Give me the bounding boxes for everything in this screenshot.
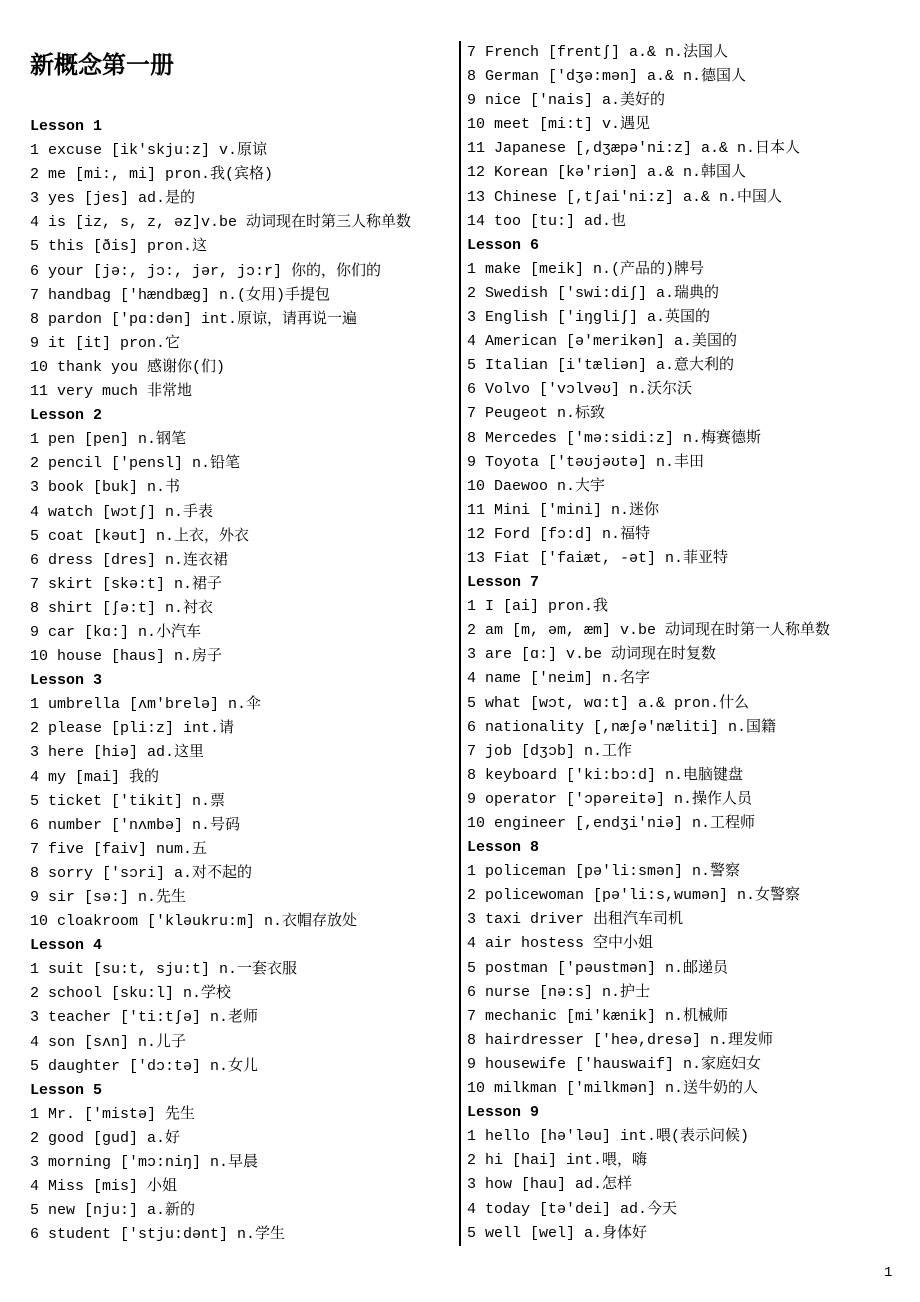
vocab-entry: 4 air hostess 空中小姐 <box>467 935 654 953</box>
lesson-header: Lesson 3 <box>30 672 103 690</box>
two-column-layout <box>0 41 920 1247</box>
vocab-entry: 10 engineer [,endʒi'niə] n.工程师 <box>467 815 756 832</box>
vocab-entry: 6 Volvo ['vɔlvəʊ] n.沃尔沃 <box>467 381 693 399</box>
vocab-entry: 2 Swedish ['swi:diʃ] a.瑞典的 <box>467 284 720 302</box>
vocab-entry: 1 policeman [pə'li:smən] n.警察 <box>467 863 741 881</box>
vocab-entry: 7 Peugeot n.标致 <box>467 405 606 423</box>
vocab-entry: 4 name ['neim] n.名字 <box>467 670 651 688</box>
lesson-header: Lesson 4 <box>30 937 103 955</box>
vocab-entry: 3 teacher ['ti:tʃə] n.老师 <box>30 1009 259 1027</box>
vocab-entry: 4 today [tə'dei] ad.今天 <box>467 1200 678 1218</box>
vocab-entry: 4 is [iz, s, z, əz]v.be 动词现在时第三人称单数 <box>30 214 412 232</box>
vocab-entry: 6 student ['stju:dənt] n.学生 <box>30 1226 286 1244</box>
right-column <box>459 41 830 1246</box>
vocab-entry: 8 pardon ['pɑ:dən] int.原谅，请再说一遍 <box>30 310 358 328</box>
vocab-entry: 6 nationality [,næʃə'næliti] n.国籍 <box>467 718 777 736</box>
vocab-entry: 9 operator ['ɔpəreitə] n.操作人员 <box>467 790 753 808</box>
vocab-entry: 4 my [mai] 我的 <box>30 768 160 786</box>
vocab-entry: 7 mechanic [mi'kænik] n.机械师 <box>467 1007 729 1025</box>
lesson-header: Lesson 9 <box>467 1104 540 1122</box>
vocab-entry: 6 your [jə:, jɔ:, jər, jɔ:r] 你的，你们的 <box>30 262 382 280</box>
vocab-entry: 11 very much 非常地 <box>30 383 193 401</box>
vocab-entry: 5 ticket ['tikit] n.票 <box>30 792 226 810</box>
vocab-entry: 3 English ['iŋgliʃ] a.英国的 <box>467 309 711 327</box>
lesson-header: Lesson 8 <box>467 839 540 857</box>
vocab-entry: 5 postman ['pəustmən] n.邮递员 <box>467 959 729 977</box>
vocab-entry: 9 Toyota ['təʊjəʊtə] n.丰田 <box>467 453 705 471</box>
vocab-entry: 1 umbrella [ʌm'brelə] n.伞 <box>30 696 262 714</box>
vocab-entry: 13 Fiat ['faiæt, -ət] n.菲亚特 <box>467 549 729 567</box>
lesson-header: Lesson 6 <box>467 236 540 254</box>
vocab-entry: 8 sorry ['sɔri] a.对不起的 <box>30 864 253 882</box>
vocab-entry: 9 it [it] pron.它 <box>30 334 181 352</box>
vocab-entry: 10 thank you 感谢你(们) <box>30 358 226 376</box>
vocab-entry: 4 American [ə'merikən] a.美国的 <box>467 333 738 351</box>
vocab-entry: 5 this [ðis] pron.这 <box>30 238 208 256</box>
lesson-header: Lesson 5 <box>30 1081 103 1099</box>
vocab-entry: 3 taxi driver 出租汽车司机 <box>467 911 684 929</box>
vocab-entry: 11 Mini ['mini] n.迷你 <box>467 501 660 519</box>
vocab-entry: 5 new [nju:] a.新的 <box>30 1202 196 1220</box>
vocab-entry: 8 hairdresser ['heə,dresə] n.理发师 <box>467 1031 774 1049</box>
vocab-entry: 5 Italian [i'tæliən] a.意大利的 <box>467 357 735 375</box>
vocab-entry: 6 dress [dres] n.连衣裙 <box>30 551 229 569</box>
vocab-entry: 7 skirt [skə:t] n.裙子 <box>30 575 223 593</box>
vocab-entry: 1 suit [su:t, sju:t] n.一套衣服 <box>30 961 298 979</box>
vocab-entry: 2 me [mi:, mi] pron.我(宾格) <box>30 166 274 184</box>
document-title: 新概念第一册 <box>30 53 174 79</box>
vocab-entry: 14 too [tu:] ad.也 <box>467 212 627 230</box>
vocab-entry: 8 shirt [ʃə:t] n.衬衣 <box>30 599 214 617</box>
left-column <box>0 41 459 1247</box>
vocab-entry: 3 how [hau] ad.怎样 <box>467 1176 633 1194</box>
vocab-entry: 5 coat [kəut] n.上衣，外衣 <box>30 527 250 545</box>
vocab-entry: 1 Mr. ['mistə] 先生 <box>30 1105 196 1123</box>
vocab-entry: 10 cloakroom ['kləukru:m] n.衣帽存放处 <box>30 913 358 931</box>
vocab-entry: 4 watch [wɔtʃ] n.手表 <box>30 503 214 521</box>
vocab-entry: 10 meet [mi:t] v.遇见 <box>467 116 651 134</box>
vocab-entry: 8 German ['dʒə:mən] a.& n.德国人 <box>467 68 747 86</box>
vocab-entry: 5 what [wɔt, wɑ:t] a.& pron.什么 <box>467 694 750 712</box>
lesson-header: Lesson 2 <box>30 407 103 425</box>
vocab-entry: 10 Daewoo n.大宇 <box>467 477 606 495</box>
vocab-entry: 1 pen [pen] n.钢笔 <box>30 431 187 449</box>
vocab-entry: 2 am [m, əm, æm] v.be 动词现在时第一人称单数 <box>467 622 831 640</box>
vocab-entry: 1 excuse [ik'skju:z] v.原谅 <box>30 142 268 160</box>
vocab-entry: 3 here [hiə] ad.这里 <box>30 744 205 762</box>
vocab-entry: 9 sir [sə:] n.先生 <box>30 889 187 906</box>
vocab-entry: 13 Chinese [,tʃai'ni:z] a.& n.中国人 <box>467 188 783 206</box>
lesson-header: Lesson 7 <box>467 574 540 592</box>
vocab-entry: 1 I [ai] pron.我 <box>467 598 609 616</box>
vocab-entry: 4 son [sʌn] n.儿子 <box>30 1033 187 1051</box>
vocab-entry: 10 house [haus] n.房子 <box>30 648 223 666</box>
vocab-entry: 5 daughter ['dɔ:tə] n.女儿 <box>30 1057 259 1075</box>
vocab-entry: 2 please [pli:z] int.请 <box>30 720 235 738</box>
vocab-entry: 2 pencil ['pensl] n.铅笔 <box>30 455 241 473</box>
vocab-entry: 12 Ford [fɔ:d] n.福特 <box>467 525 651 543</box>
vocab-entry: 6 number ['nʌmbə] n.号码 <box>30 816 241 834</box>
vocab-entry: 7 French [frentʃ] a.& n.法国人 <box>467 44 729 61</box>
vocab-entry: 7 job [dʒɔb] n.工作 <box>467 742 633 760</box>
vocab-entry: 1 hello [hə'ləu] int.喂(表示问候) <box>467 1128 750 1146</box>
vocab-entry: 9 housewife ['hauswaif] n.家庭妇女 <box>467 1055 762 1073</box>
vocab-entry: 5 well [wel] a.身体好 <box>467 1224 648 1242</box>
vocab-entry: 4 Miss [mis] 小姐 <box>30 1178 178 1196</box>
vocab-entry: 7 five [faiv] num.五 <box>30 840 208 858</box>
vocab-entry: 7 handbag ['hændbæg] n.(女用)手提包 <box>30 286 331 304</box>
vocab-entry: 3 are [ɑ:] v.be 动词现在时复数 <box>467 646 717 664</box>
vocab-entry: 3 book [buk] n.书 <box>30 479 181 497</box>
vocab-entry: 9 car [kɑ:] n.小汽车 <box>30 623 202 641</box>
vocab-entry: 1 make [meik] n.(产品的)牌号 <box>467 260 705 278</box>
vocab-entry: 2 school [sku:l] n.学校 <box>30 985 232 1003</box>
right-column-lines <box>467 41 830 1246</box>
left-column-lines <box>30 115 459 1247</box>
vocab-entry: 6 nurse [nə:s] n.护士 <box>467 983 651 1001</box>
vocab-entry: 3 yes [jes] ad.是的 <box>30 190 196 208</box>
vocab-entry: 8 Mercedes ['mə:sidi:z] n.梅赛德斯 <box>467 429 762 447</box>
lesson-header: Lesson 1 <box>30 118 103 135</box>
vocab-entry: 2 good [gud] a.好 <box>30 1129 181 1147</box>
vocab-entry: 8 keyboard ['ki:bɔ:d] n.电脑键盘 <box>467 766 744 784</box>
vocab-entry: 11 Japanese [,dʒæpə'ni:z] a.& n.日本人 <box>467 140 801 158</box>
vocab-entry: 3 morning ['mɔ:niŋ] n.早晨 <box>30 1154 259 1172</box>
vocab-entry: 10 milkman ['milkmən] n.送牛奶的人 <box>467 1080 759 1098</box>
vocab-entry: 12 Korean [kə'riən] a.& n.韩国人 <box>467 164 747 182</box>
vocab-entry: 2 policewoman [pə'li:s,wumən] n.女警察 <box>467 887 801 905</box>
vocab-entry: 9 nice ['nais] a.美好的 <box>467 92 666 110</box>
vocab-entry: 2 hi [hai] int.喂，嗨 <box>467 1152 648 1170</box>
page-number: 1 <box>884 1265 893 1281</box>
